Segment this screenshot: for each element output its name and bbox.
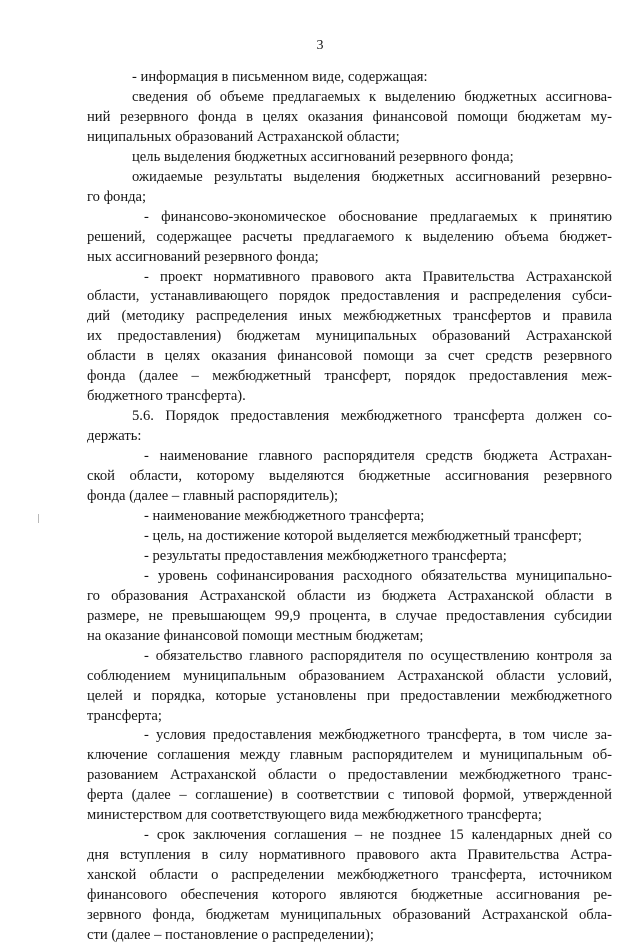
text-line: сведения об объеме предлагаемых к выделению бюджетных ассигнова- bbox=[132, 88, 612, 105]
text-line: бюджетного трансферта). bbox=[87, 388, 246, 405]
text-line: зервного фонда, бюджетам муниципальных образований Астраханской обла- bbox=[87, 907, 612, 924]
paragraph-main-manager bbox=[87, 447, 612, 507]
text-line: ожидаемые результаты выделения бюджетных ассигнований резервно- bbox=[132, 168, 612, 185]
text-line: области, устанавливающего порядок предоставления и распределения субси- bbox=[87, 288, 612, 305]
text-line: - условия предоставления межбюджетного трансферта, в том числе за- bbox=[144, 727, 612, 744]
paragraph-expected-results bbox=[87, 168, 612, 208]
text-line: ферта (далее – соглашение) в соответствии с типовой формой, утвержденной bbox=[87, 787, 612, 804]
text-line: их предоставления) бюджетам муниципальных образований Астраханской bbox=[87, 328, 612, 345]
text-line: - срок заключения соглашения – не позднее 15 календарных дней со bbox=[144, 827, 612, 844]
paragraph-purpose bbox=[87, 148, 612, 168]
text-line: области в целях оказания финансовой помощи за счет средств резервного bbox=[87, 348, 612, 365]
scan-artifact bbox=[38, 514, 39, 523]
text-line: финансового обеспечения которого являются бюджетные ассигнования ре- bbox=[87, 887, 612, 904]
text-line: - цель, на достижение которой выделяется межбюджетный трансферт; bbox=[144, 527, 582, 544]
text-line: - обязательство главного распорядителя по осуществлению контроля за bbox=[144, 647, 612, 664]
text-line: фонда (далее – межбюджетный трансферт, порядок предоставления меж- bbox=[87, 368, 612, 385]
text-line: ключение соглашения между главным распорядителем и муниципальным об- bbox=[87, 747, 612, 764]
paragraph-transfer-name bbox=[87, 507, 612, 527]
document-body bbox=[87, 68, 612, 946]
paragraph-draft-act bbox=[87, 268, 612, 408]
text-line: 5.6. Порядок предоставления межбюджетного трансферта должен со- bbox=[132, 408, 612, 425]
text-line: размере, не превышающем 99,9 процента, в случае предоставления субсидии bbox=[87, 607, 612, 624]
paragraph-info-written bbox=[87, 68, 612, 88]
page-number: 3 bbox=[316, 38, 324, 53]
paragraph-cofinancing-level bbox=[87, 567, 612, 647]
text-line: на оказание финансовой помощи местным бюджетам; bbox=[87, 627, 424, 644]
text-line: - информация в письменном виде, содержащая: bbox=[132, 69, 428, 85]
text-line: соблюдением муниципальным образованием Астраханской области условий, bbox=[87, 667, 612, 684]
paragraph-justification bbox=[87, 208, 612, 268]
text-line: - проект нормативного правового акта Правительства Астраханской bbox=[144, 268, 612, 285]
paragraph-agreement-deadline bbox=[87, 826, 612, 946]
text-line: го образования Астраханской области из бюджета Астраханской области в bbox=[87, 587, 612, 604]
paragraph-provision-conditions bbox=[87, 726, 612, 826]
paragraph-control-obligation bbox=[87, 647, 612, 727]
text-line: - наименование главного распорядителя средств бюджета Астрахан- bbox=[144, 448, 612, 465]
text-line: го фонда; bbox=[87, 188, 147, 205]
text-line: ской области, которому выделяются бюджетные ассигнования резервного bbox=[87, 468, 612, 485]
text-line: - результаты предоставления межбюджетного трансферта; bbox=[144, 547, 507, 564]
text-line: держать: bbox=[87, 428, 142, 445]
text-line: ных ассигнований резервного фонда; bbox=[87, 248, 319, 265]
paragraph-volume-info bbox=[87, 88, 612, 148]
text-line: ниципальных образований Астраханской области; bbox=[87, 128, 400, 145]
paragraph-transfer-goal bbox=[87, 527, 612, 547]
text-line: целей и порядка, которые установлены при предоставлении межбюджетного bbox=[87, 687, 612, 704]
text-line: разованием Астраханской области о предоставлении межбюджетного транс- bbox=[87, 767, 612, 784]
text-line: дня вступления в силу нормативного правового акта Правительства Астра- bbox=[87, 847, 612, 864]
text-line: министерством для соответствующего вида межбюджетного трансферта; bbox=[87, 807, 542, 824]
text-line: сти (далее – постановление о распределении); bbox=[87, 926, 374, 943]
text-line: фонда (далее – главный распорядитель); bbox=[87, 488, 339, 505]
text-line: - финансово-экономическое обоснование предлагаемых к принятию bbox=[144, 208, 612, 225]
text-line: решений, содержащее расчеты предлагаемого к выделению объема бюджет- bbox=[87, 228, 612, 245]
text-line: дий (методику распределения иных межбюджетных трансфертов и правила bbox=[87, 308, 612, 325]
text-line: ний резервного фонда в целях оказания финансовой помощи бюджетам му- bbox=[87, 108, 612, 125]
text-line: цель выделения бюджетных ассигнований резервного фонда; bbox=[132, 148, 514, 165]
text-line: - уровень софинансирования расходного обязательства муниципально- bbox=[144, 567, 612, 584]
paragraph-transfer-results bbox=[87, 547, 612, 567]
text-line: - наименование межбюджетного трансферта; bbox=[144, 507, 425, 524]
text-line: ханской области о распределении межбюджетного трансферта, источником bbox=[87, 867, 612, 884]
paragraph-section-5-6 bbox=[87, 407, 612, 447]
text-line: трансферта; bbox=[87, 707, 162, 724]
